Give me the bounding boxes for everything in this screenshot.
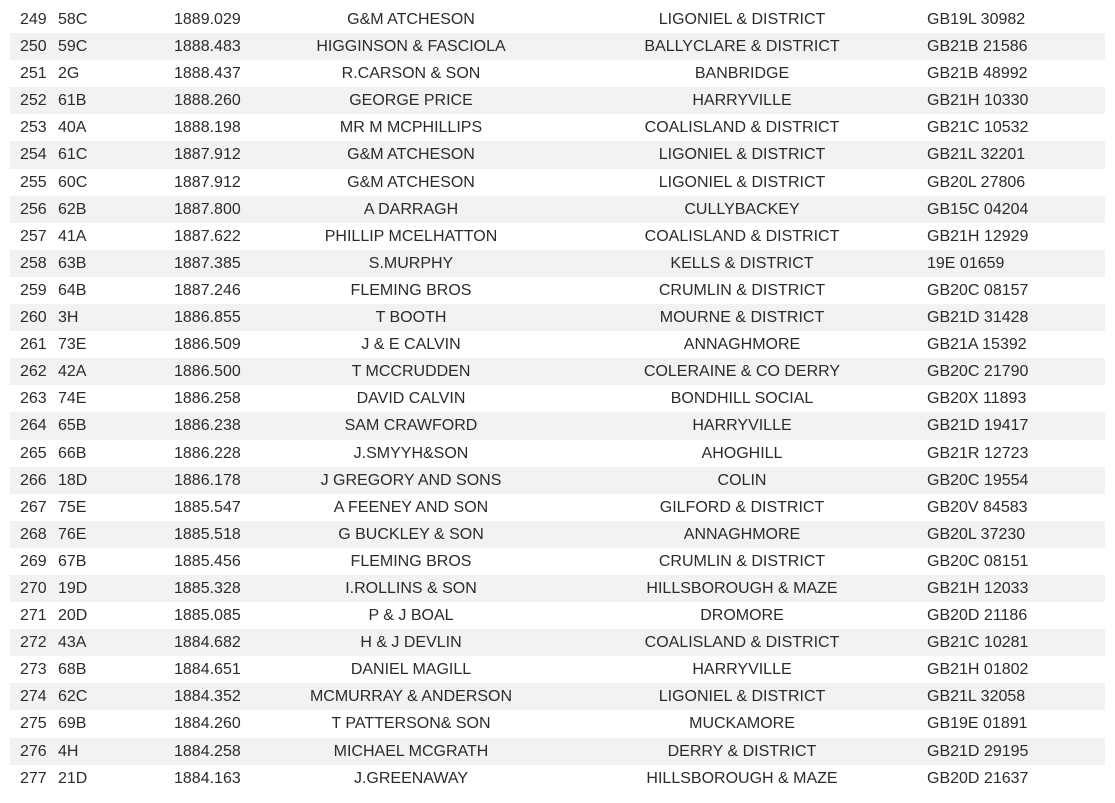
ring-number-cell: 19E 01659	[927, 254, 1005, 272]
velocity-cell: 1887.246	[174, 281, 241, 299]
fancier-name-cell: FLEMING BROS	[350, 552, 472, 570]
velocity-cell: 1887.912	[174, 146, 241, 164]
ring-number-cell: GB20C 08157	[927, 281, 1029, 299]
club-cell: CULLYBACKEY	[684, 200, 800, 218]
section-cell: 63B	[58, 254, 87, 272]
velocity-cell: 1887.800	[174, 200, 241, 218]
ring-number-cell: GB20D 21186	[927, 607, 1028, 625]
fancier-name-cell: T BOOTH	[375, 309, 447, 327]
club-cell: HILLSBOROUGH & MAZE	[646, 769, 838, 787]
position-cell: 261	[20, 336, 47, 354]
table-row	[10, 656, 1105, 683]
section-cell: 64B	[58, 281, 87, 299]
club-cell: MOURNE & DISTRICT	[659, 309, 825, 327]
fancier-name-cell: H & J DEVLIN	[360, 634, 462, 652]
velocity-cell: 1886.238	[174, 417, 241, 435]
section-cell: 69B	[58, 715, 87, 733]
ring-number-cell: GB21H 12033	[927, 579, 1029, 597]
position-cell: 256	[20, 200, 47, 218]
table-row	[10, 683, 1105, 710]
position-cell: 254	[20, 146, 47, 164]
table-row	[10, 331, 1105, 358]
section-cell: 67B	[58, 552, 87, 570]
ring-number-cell: GB21D 31428	[927, 309, 1029, 327]
position-cell: 255	[20, 173, 47, 191]
ring-number-cell: GB21H 01802	[927, 661, 1029, 679]
section-cell: 20D	[58, 607, 88, 625]
velocity-cell: 1887.622	[174, 227, 241, 245]
ring-number-cell: GB20V 84583	[927, 498, 1028, 516]
fancier-name-cell: FLEMING BROS	[350, 281, 472, 299]
section-cell: 73E	[58, 336, 87, 354]
ring-number-cell: GB20C 08151	[927, 552, 1029, 570]
ring-number-cell: GB20D 21637	[927, 769, 1029, 787]
fancier-name-cell: HIGGINSON & FASCIOLA	[316, 38, 506, 56]
table-row	[10, 521, 1105, 548]
table-row	[10, 196, 1105, 223]
club-cell: LIGONIEL & DISTRICT	[658, 688, 826, 706]
table-row	[10, 738, 1105, 765]
table-row	[10, 629, 1105, 656]
section-cell: 21D	[58, 769, 88, 787]
ring-number-cell: GB21L 32201	[927, 146, 1026, 164]
velocity-cell: 1886.500	[174, 363, 241, 381]
table-row	[10, 548, 1105, 575]
ring-number-cell: GB19E 01891	[927, 715, 1028, 733]
position-cell: 275	[20, 715, 47, 733]
position-cell: 273	[20, 661, 47, 679]
velocity-cell: 1885.518	[174, 525, 241, 543]
ring-number-cell: GB21B 48992	[927, 65, 1028, 83]
ring-number-cell: GB15C 04204	[927, 200, 1029, 218]
section-cell: 41A	[58, 227, 87, 245]
ring-number-cell: GB21B 21586	[927, 38, 1028, 56]
club-cell: HARRYVILLE	[692, 661, 792, 679]
club-cell: MUCKAMORE	[689, 715, 795, 733]
velocity-cell: 1889.029	[174, 11, 241, 28]
velocity-cell: 1885.328	[174, 579, 241, 597]
table-row	[10, 494, 1105, 521]
position-cell: 270	[20, 579, 47, 597]
position-cell: 268	[20, 525, 47, 543]
table-row	[10, 385, 1105, 412]
position-cell: 251	[20, 65, 47, 83]
section-cell: 2G	[58, 65, 80, 83]
section-cell: 43A	[58, 634, 87, 652]
club-cell: DROMORE	[700, 607, 784, 625]
fancier-name-cell: G&M ATCHESON	[347, 173, 475, 191]
velocity-cell: 1884.260	[174, 715, 241, 733]
ring-number-cell: GB19L 30982	[927, 11, 1026, 28]
position-cell: 269	[20, 552, 47, 570]
fancier-name-cell: T PATTERSON& SON	[331, 715, 491, 733]
club-cell: HARRYVILLE	[692, 417, 792, 435]
club-cell: LIGONIEL & DISTRICT	[658, 11, 826, 28]
section-cell: 18D	[58, 471, 88, 489]
position-cell: 258	[20, 254, 47, 272]
velocity-cell: 1886.258	[174, 390, 241, 408]
fancier-name-cell: T MCCRUDDEN	[351, 363, 471, 381]
table-row	[10, 169, 1105, 196]
velocity-cell: 1884.352	[174, 688, 241, 706]
section-cell: 59C	[58, 38, 88, 56]
fancier-name-cell: DAVID CALVIN	[356, 390, 466, 408]
table-row	[10, 114, 1105, 141]
results-table	[10, 6, 1105, 792]
fancier-name-cell: DANIEL MAGILL	[350, 661, 472, 679]
position-cell: 260	[20, 309, 47, 327]
section-cell: 58C	[58, 11, 88, 28]
ring-number-cell: GB20C 21790	[927, 363, 1029, 381]
table-row	[10, 6, 1105, 33]
fancier-name-cell: GEORGE PRICE	[349, 92, 473, 110]
position-cell: 267	[20, 498, 47, 516]
position-cell: 265	[20, 444, 47, 462]
club-cell: DERRY & DISTRICT	[667, 742, 817, 760]
club-cell: LIGONIEL & DISTRICT	[658, 146, 826, 164]
fancier-name-cell: MR M MCPHILLIPS	[339, 119, 483, 137]
table-row	[10, 710, 1105, 737]
position-cell: 264	[20, 417, 47, 435]
table-row	[10, 602, 1105, 629]
fancier-name-cell: MCMURRAY & ANDERSON	[309, 688, 513, 706]
position-cell: 263	[20, 390, 47, 408]
club-cell: HILLSBOROUGH & MAZE	[646, 579, 838, 597]
section-cell: 4H	[58, 742, 79, 760]
fancier-name-cell: A DARRAGH	[363, 200, 459, 218]
club-cell: ANNAGHMORE	[683, 336, 801, 354]
fancier-name-cell: J.GREENAWAY	[353, 769, 469, 787]
section-cell: 3H	[58, 309, 79, 327]
section-cell: 75E	[58, 498, 87, 516]
ring-number-cell: GB21C 10532	[927, 119, 1029, 137]
fancier-name-cell: MICHAEL MCGRATH	[333, 742, 489, 760]
section-cell: 62B	[58, 200, 87, 218]
section-cell: 42A	[58, 363, 87, 381]
club-cell: LIGONIEL & DISTRICT	[658, 173, 826, 191]
table-row	[10, 60, 1105, 87]
fancier-name-cell: I.ROLLINS & SON	[345, 579, 477, 597]
table-row	[10, 87, 1105, 114]
section-cell: 61C	[58, 146, 88, 164]
velocity-cell: 1886.228	[174, 444, 241, 462]
section-cell: 76E	[58, 525, 87, 543]
position-cell: 249	[20, 11, 47, 28]
velocity-cell: 1886.178	[174, 471, 241, 489]
ring-number-cell: GB20X 11893	[927, 390, 1027, 408]
fancier-name-cell: G&M ATCHESON	[347, 146, 475, 164]
club-cell: AHOGHILL	[701, 444, 783, 462]
velocity-cell: 1885.456	[174, 552, 241, 570]
table-row	[10, 575, 1105, 602]
section-cell: 19D	[58, 579, 88, 597]
position-cell: 276	[20, 742, 47, 760]
section-cell: 66B	[58, 444, 87, 462]
ring-number-cell: GB21H 10330	[927, 92, 1029, 110]
table-row	[10, 250, 1105, 277]
table-row	[10, 765, 1105, 792]
section-cell: 40A	[58, 119, 87, 137]
position-cell: 257	[20, 227, 47, 245]
club-cell: KELLS & DISTRICT	[670, 254, 814, 272]
fancier-name-cell: J GREGORY AND SONS	[320, 471, 502, 489]
section-cell: 62C	[58, 688, 88, 706]
section-cell: 60C	[58, 173, 88, 191]
club-cell: CRUMLIN & DISTRICT	[658, 281, 826, 299]
ring-number-cell: GB21D 19417	[927, 417, 1029, 435]
table-row	[10, 304, 1105, 331]
section-cell: 68B	[58, 661, 87, 679]
table-row	[10, 141, 1105, 168]
velocity-cell: 1885.547	[174, 498, 241, 516]
club-cell: COLIN	[717, 471, 767, 489]
club-cell: COALISLAND & DISTRICT	[644, 634, 840, 652]
velocity-cell: 1887.385	[174, 254, 241, 272]
fancier-name-cell: R.CARSON & SON	[341, 65, 481, 83]
table-row	[10, 440, 1105, 467]
ring-number-cell: GB21H 12929	[927, 227, 1029, 245]
section-cell: 61B	[58, 92, 87, 110]
velocity-cell: 1886.509	[174, 336, 241, 354]
velocity-cell: 1886.855	[174, 309, 241, 327]
fancier-name-cell: P & J BOAL	[368, 607, 454, 625]
table-row	[10, 358, 1105, 385]
position-cell: 250	[20, 38, 47, 56]
ring-number-cell: GB21R 12723	[927, 444, 1029, 462]
fancier-name-cell: G&M ATCHESON	[347, 11, 475, 28]
fancier-name-cell: J & E CALVIN	[361, 336, 461, 354]
velocity-cell: 1887.912	[174, 173, 241, 191]
position-cell: 253	[20, 119, 47, 137]
velocity-cell: 1885.085	[174, 607, 241, 625]
table-row	[10, 277, 1105, 304]
ring-number-cell: GB21A 15392	[927, 336, 1027, 354]
velocity-cell: 1888.198	[174, 119, 241, 137]
ring-number-cell: GB20L 37230	[927, 525, 1026, 543]
velocity-cell: 1888.260	[174, 92, 241, 110]
club-cell: HARRYVILLE	[692, 92, 792, 110]
velocity-cell: 1884.258	[174, 742, 241, 760]
section-cell: 65B	[58, 417, 87, 435]
position-cell: 274	[20, 688, 47, 706]
ring-number-cell: GB21D 29195	[927, 742, 1029, 760]
club-cell: COLERAINE & CO DERRY	[643, 363, 841, 381]
club-cell: COALISLAND & DISTRICT	[644, 227, 840, 245]
club-cell: CRUMLIN & DISTRICT	[658, 552, 826, 570]
ring-number-cell: GB20C 19554	[927, 471, 1029, 489]
position-cell: 262	[20, 363, 47, 381]
table-row	[10, 412, 1105, 439]
position-cell: 252	[20, 92, 47, 110]
table-row	[10, 33, 1105, 60]
table-row	[10, 223, 1105, 250]
club-cell: BALLYCLARE & DISTRICT	[644, 38, 840, 56]
club-cell: COALISLAND & DISTRICT	[644, 119, 840, 137]
velocity-cell: 1884.682	[174, 634, 241, 652]
position-cell: 266	[20, 471, 47, 489]
position-cell: 271	[20, 607, 47, 625]
velocity-cell: 1884.651	[174, 661, 241, 679]
section-cell: 74E	[58, 390, 87, 408]
club-cell: BONDHILL SOCIAL	[670, 390, 814, 408]
velocity-cell: 1884.163	[174, 769, 241, 787]
velocity-cell: 1888.437	[174, 65, 241, 83]
velocity-cell: 1888.483	[174, 38, 241, 56]
fancier-name-cell: G BUCKLEY & SON	[338, 525, 484, 543]
club-cell: BANBRIDGE	[694, 65, 790, 83]
ring-number-cell: GB21L 32058	[927, 688, 1026, 706]
position-cell: 272	[20, 634, 47, 652]
position-cell: 277	[20, 769, 47, 787]
club-cell: GILFORD & DISTRICT	[659, 498, 825, 516]
fancier-name-cell: S.MURPHY	[368, 254, 454, 272]
ring-number-cell: GB20L 27806	[927, 173, 1026, 191]
position-cell: 259	[20, 281, 47, 299]
ring-number-cell: GB21C 10281	[927, 634, 1029, 652]
fancier-name-cell: PHILLIP MCELHATTON	[324, 227, 498, 245]
fancier-name-cell: SAM CRAWFORD	[344, 417, 478, 435]
table-row	[10, 467, 1105, 494]
fancier-name-cell: A FEENEY AND SON	[333, 498, 489, 516]
club-cell: ANNAGHMORE	[683, 525, 801, 543]
fancier-name-cell: J.SMYYH&SON	[353, 444, 469, 462]
